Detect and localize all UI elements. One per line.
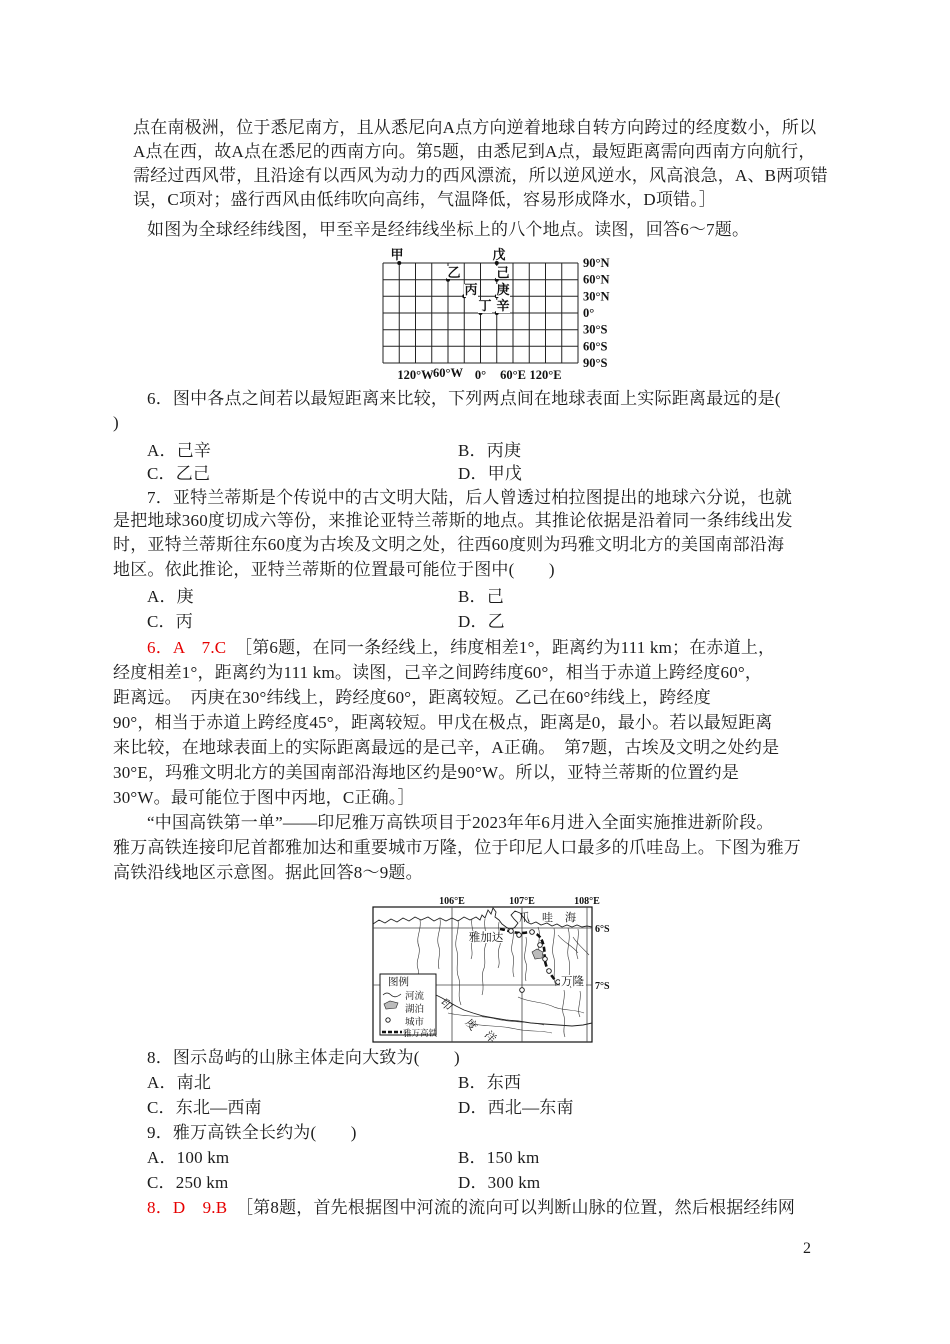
answer67-line: 30°W。最可能位于图中丙地，C正确。］ <box>113 788 415 807</box>
svg-text:120°E: 120°E <box>529 368 562 382</box>
jakarta-label: 雅加达 <box>468 932 504 944</box>
q8-option-c: C．东北—西南 <box>147 1098 262 1117</box>
q9-option-a: A．100 km <box>147 1148 230 1167</box>
svg-text:7°S: 7°S <box>595 981 610 992</box>
java-railway-map-figure <box>368 895 613 1047</box>
bandung-label: 万隆 <box>561 976 584 988</box>
svg-text:度: 度 <box>462 1016 480 1034</box>
java-sea-label: 爪哇海 <box>519 912 588 924</box>
legend-title: 图例 <box>388 977 409 988</box>
svg-text:106°E: 106°E <box>439 896 465 907</box>
answer89-line <box>147 1195 795 1220</box>
svg-text:0°: 0° <box>474 368 487 382</box>
q6-option-c: C．乙己 <box>147 464 211 483</box>
paragraph-line: A点在西，故A点在悉尼的西南方向。第5题，由悉尼到A点，最短距离需向西南方向航行， <box>133 142 816 161</box>
paragraph-line: 误，C项对；盛行西风由低纬吹向高纬，气温降低，容易形成降水，D项错。］ <box>133 190 717 209</box>
answer67-line <box>147 635 775 660</box>
answer67-line: 30°E，玛雅文明北方的美国南部沿海地区约是90°W。所以，亚特兰蒂斯的位置约是 <box>113 763 740 782</box>
q6-stem-cont: ) <box>113 413 119 432</box>
svg-text:30°S: 30°S <box>583 322 608 337</box>
map-legend <box>380 974 438 1038</box>
svg-text:0°: 0° <box>583 306 595 320</box>
svg-text:湖泊: 湖泊 <box>405 1005 425 1015</box>
paragraph-line: 点在南极洲，位于悉尼南方，且从悉尼向A点方向逆着地球自转方向跨过的经度数小，所以 <box>133 118 817 137</box>
q9-option-d: D．300 km <box>458 1173 541 1192</box>
q7-option-c: C．丙 <box>147 612 193 631</box>
q9-option-b: B．150 km <box>458 1148 540 1167</box>
q7-stem: 时，亚特兰蒂斯往东60度为古埃及文明之处，往西60度则为玛雅文明北方的美国南部沿海 <box>113 535 785 554</box>
q9-stem: 9．雅万高铁全长约为( ) <box>147 1123 357 1142</box>
answer67-line: 来比较，在地球表面上的实际距离最远的是己辛，A正确。 第7题，古埃及文明之处约是 <box>113 738 780 757</box>
q8-option-b: B．东西 <box>458 1073 522 1092</box>
intro-q67: 如图为全球经纬线图，甲至辛是经纬线坐标上的八个地点。读图，回答6～7题。 <box>147 220 750 239</box>
point-bing: 丙 <box>464 282 478 297</box>
point-yi: 乙 <box>447 265 461 280</box>
svg-text:90°N: 90°N <box>583 256 610 270</box>
svg-text:60°E: 60°E <box>500 368 526 382</box>
svg-text:60°N: 60°N <box>583 272 610 287</box>
answer67-line: 90°，相当于赤道上跨经度45°，距离较短。甲戊在极点，距离是0，最小。若以最短距离 <box>113 713 773 732</box>
svg-text:河流: 河流 <box>405 992 425 1002</box>
point-ji: 己 <box>496 265 510 280</box>
q8-option-a: A．南北 <box>147 1073 212 1092</box>
svg-text:30°N: 30°N <box>583 289 610 304</box>
graticule-grid-figure <box>375 246 620 388</box>
svg-text:洋: 洋 <box>481 1028 499 1046</box>
q7-stem: 地区。依此推论，亚特兰蒂斯的位置最可能位于图中( ) <box>113 560 555 579</box>
svg-text:雅万高铁: 雅万高铁 <box>403 1028 438 1038</box>
q6-option-d: D．甲戊 <box>458 464 523 483</box>
svg-text:120°W: 120°W <box>397 368 434 382</box>
q7-option-b: B．己 <box>458 587 504 606</box>
svg-text:107°E: 107°E <box>509 896 535 907</box>
q7-option-d: D．乙 <box>458 612 505 631</box>
answer89-key: 8．D 9.B <box>147 1198 228 1217</box>
answer67-line: 距离远。 丙庚在30°纬线上，跨经度60°，距离较短。乙己在60°纬线上，跨经度 <box>113 688 711 707</box>
point-xin: 辛 <box>496 298 510 313</box>
svg-text:90°S: 90°S <box>583 356 608 370</box>
city-legend-icon <box>386 1018 390 1022</box>
point-jia: 甲 <box>390 247 404 262</box>
answer67-text: ［第6题，在同一条经线上，纬度相差1°，距离约为111 km；在赤道上， <box>226 638 776 657</box>
svg-text:印: 印 <box>437 996 455 1014</box>
answer67-line: 经度相差1°，距离约为111 km。读图，己辛之间跨纬度60°，相当于赤道上跨经度60°， <box>113 663 763 682</box>
point-ding: 丁 <box>478 298 492 313</box>
q6-stem: 6．图中各点之间若以最短距离来比较，下列两点间在地球表面上实际距离最远的是( <box>147 389 781 408</box>
q8-option-d: D．西北—东南 <box>458 1098 574 1117</box>
page-number: 2 <box>803 1240 811 1257</box>
paragraph-line: 需经过西风带，且沿途有以西风为动力的西风漂流，所以逆风逆水，风高浪急，A、B两项错 <box>133 166 828 185</box>
answer89-text: ［第8题，首先根据图中河流的流向可以判断山脉的位置，然后根据经纬网 <box>227 1198 796 1217</box>
intro-q89: “中国高铁第一单”——印尼雅万高铁项目于2023年年6月进入全面实施推进新阶段。 <box>147 813 774 832</box>
intro-q89: 高铁沿线地区示意图。据此回答8～9题。 <box>113 863 423 882</box>
latitude-labels <box>583 256 610 370</box>
longitude-labels <box>397 366 561 382</box>
intro-q89: 雅万高铁连接印尼首都雅加达和重要城市万隆，位于印尼人口最多的爪哇岛上。下图为雅万 <box>113 838 801 857</box>
answer67-key: 6．A 7.C <box>147 638 227 657</box>
svg-text:6°S: 6°S <box>595 924 610 935</box>
q9-option-c: C．250 km <box>147 1173 229 1192</box>
q7-stem: 是把地球360度切成六等份，来推论亚特兰蒂斯的地点。其推论依据是沿着同一条纬线出发 <box>113 511 793 530</box>
svg-text:60°S: 60°S <box>583 339 608 354</box>
q6-option-a: A．己辛 <box>147 441 212 460</box>
svg-text:108°E: 108°E <box>574 896 600 907</box>
point-geng: 庚 <box>496 282 510 297</box>
q7-option-a: A．庚 <box>147 587 194 606</box>
q8-stem: 8．图示岛屿的山脉主体走向大致为( ) <box>147 1048 460 1067</box>
q7-stem: 7．亚特兰蒂斯是个传说中的古文明大陆，后人曾透过柏拉图提出的地球六分说，也就 <box>147 488 793 507</box>
svg-text:60°W: 60°W <box>433 366 463 380</box>
svg-text:城市: 城市 <box>405 1018 425 1028</box>
point-wu: 戊 <box>492 247 506 262</box>
q6-option-b: B．丙庚 <box>458 441 522 460</box>
